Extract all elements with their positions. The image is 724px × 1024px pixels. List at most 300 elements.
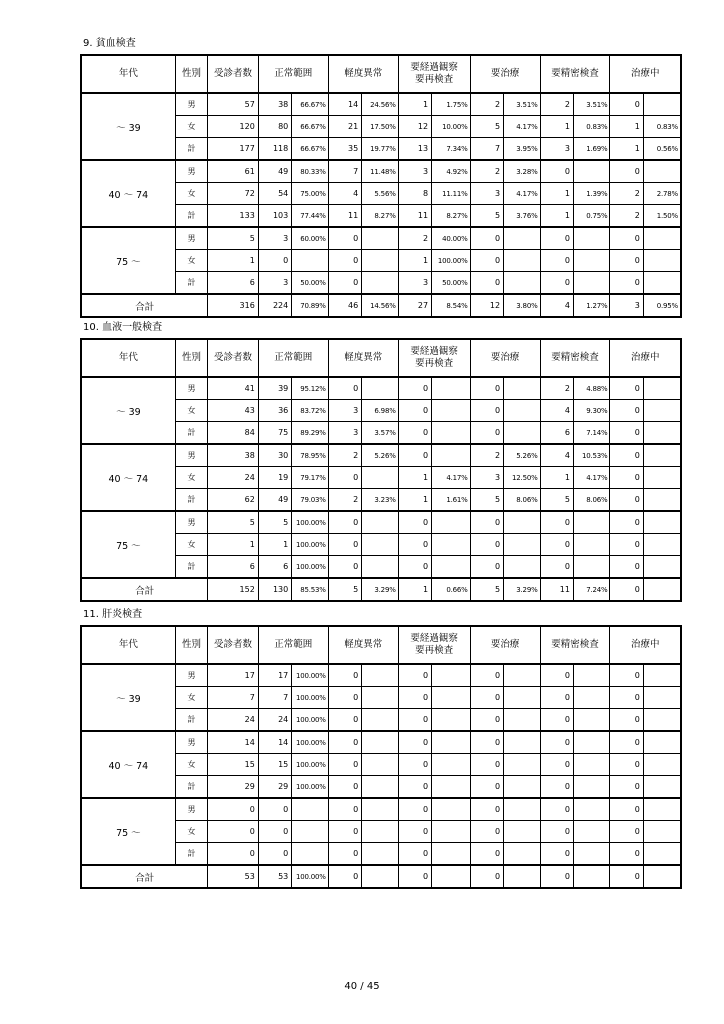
percent-cell (504, 511, 540, 534)
percent-cell: 11.11% (432, 183, 471, 205)
count-cell: 4 (328, 183, 361, 205)
count-cell: 5 (258, 511, 291, 534)
count-cell: 3 (470, 183, 503, 205)
examinees-cell: 14 (208, 731, 259, 754)
count-cell: 3 (328, 422, 361, 445)
percent-cell (504, 227, 540, 250)
percent-cell: 70.89% (292, 294, 328, 317)
percent-cell: 3.51% (573, 93, 609, 116)
percent-cell: 79.17% (292, 467, 328, 489)
percent-cell (573, 798, 609, 821)
examinees-cell: 0 (208, 821, 259, 843)
percent-cell: 10.53% (573, 444, 609, 467)
percent-cell (504, 400, 540, 422)
count-cell: 1 (258, 534, 291, 556)
count-cell: 0 (398, 731, 431, 754)
percent-cell: 4.17% (573, 467, 609, 489)
percent-cell: 100.00% (292, 776, 328, 799)
percent-cell: 5.26% (504, 444, 540, 467)
count-cell: 5 (540, 489, 573, 512)
header-age: 年代 (81, 55, 175, 93)
count-cell: 12 (470, 294, 503, 317)
percent-cell: 2.78% (643, 183, 681, 205)
count-cell: 4 (540, 400, 573, 422)
count-cell: 0 (328, 754, 361, 776)
count-cell: 1 (398, 578, 431, 601)
count-cell: 0 (610, 511, 643, 534)
percent-cell (432, 843, 471, 866)
header-normal: 正常範囲 (258, 55, 328, 93)
count-cell: 0 (328, 865, 361, 888)
percent-cell (432, 709, 471, 732)
count-cell: 0 (470, 821, 503, 843)
count-cell: 0 (470, 776, 503, 799)
count-cell: 12 (398, 116, 431, 138)
header-examinees: 受診者数 (208, 55, 259, 93)
percent-cell: 0.66% (432, 578, 471, 601)
count-cell: 0 (610, 556, 643, 579)
age-group-cell: ～ 39 (81, 377, 175, 444)
percent-cell (643, 664, 681, 687)
count-cell: 0 (610, 731, 643, 754)
sex-cell: 計 (175, 422, 207, 445)
percent-cell (643, 400, 681, 422)
percent-cell (504, 731, 540, 754)
count-cell: 0 (328, 377, 361, 400)
count-cell: 0 (398, 843, 431, 866)
percent-cell: 50.00% (432, 272, 471, 295)
percent-cell: 14.56% (362, 294, 398, 317)
percent-cell (504, 422, 540, 445)
sex-cell: 女 (175, 534, 207, 556)
percent-cell (292, 250, 328, 272)
percent-cell (643, 776, 681, 799)
count-cell: 1 (540, 183, 573, 205)
percent-cell: 75.00% (292, 183, 328, 205)
percent-cell (362, 377, 398, 400)
percent-cell (432, 821, 471, 843)
count-cell: 1 (610, 138, 643, 161)
header-examinees: 受診者数 (208, 339, 259, 377)
count-cell: 1 (540, 467, 573, 489)
count-cell: 3 (540, 138, 573, 161)
examinees-cell: 43 (208, 400, 259, 422)
examinees-cell: 0 (208, 798, 259, 821)
count-cell: 80 (258, 116, 291, 138)
percent-cell: 3.95% (504, 138, 540, 161)
count-cell: 24 (258, 709, 291, 732)
sex-cell: 女 (175, 250, 207, 272)
count-cell: 0 (610, 250, 643, 272)
examinees-cell: 1 (208, 534, 259, 556)
header-reexam: 要経過観察 要再検査 (398, 339, 470, 377)
header-detailed: 要精密検査 (540, 55, 610, 93)
count-cell: 2 (328, 489, 361, 512)
percent-cell (504, 272, 540, 295)
count-cell: 3 (328, 400, 361, 422)
count-cell: 0 (470, 422, 503, 445)
count-cell: 15 (258, 754, 291, 776)
count-cell: 0 (328, 556, 361, 579)
sex-cell: 計 (175, 709, 207, 732)
percent-cell: 1.27% (573, 294, 609, 317)
header-examinees: 受診者数 (208, 626, 259, 664)
count-cell: 17 (258, 664, 291, 687)
count-cell: 3 (470, 467, 503, 489)
count-cell: 0 (610, 664, 643, 687)
examinees-cell: 6 (208, 556, 259, 579)
percent-cell (432, 687, 471, 709)
count-cell: 0 (470, 250, 503, 272)
header-treat: 要治療 (470, 339, 540, 377)
count-cell: 2 (610, 183, 643, 205)
count-cell: 0 (470, 534, 503, 556)
percent-cell (504, 534, 540, 556)
age-group-cell: ～ 39 (81, 664, 175, 731)
count-cell: 5 (470, 205, 503, 228)
percent-cell (504, 687, 540, 709)
count-cell: 2 (328, 444, 361, 467)
percent-cell: 77.44% (292, 205, 328, 228)
total-label: 合計 (81, 294, 208, 317)
sex-cell: 女 (175, 821, 207, 843)
percent-cell: 12.50% (504, 467, 540, 489)
percent-cell: 8.27% (432, 205, 471, 228)
header-sex: 性別 (175, 626, 207, 664)
percent-cell (504, 798, 540, 821)
count-cell: 0 (328, 534, 361, 556)
percent-cell: 0.56% (643, 138, 681, 161)
percent-cell (292, 821, 328, 843)
count-cell: 27 (398, 294, 431, 317)
count-cell: 2 (540, 93, 573, 116)
count-cell: 224 (258, 294, 291, 317)
count-cell: 0 (398, 687, 431, 709)
percent-cell: 85.53% (292, 578, 328, 601)
count-cell: 11 (398, 205, 431, 228)
sex-cell: 女 (175, 400, 207, 422)
percent-cell: 3.80% (504, 294, 540, 317)
percent-cell: 7.34% (432, 138, 471, 161)
count-cell: 30 (258, 444, 291, 467)
percent-cell (573, 821, 609, 843)
percent-cell: 6.98% (362, 400, 398, 422)
count-cell: 0 (470, 843, 503, 866)
examinees-cell: 316 (208, 294, 259, 317)
count-cell: 5 (470, 116, 503, 138)
header-mild: 軽度異常 (328, 339, 398, 377)
percent-cell: 0.75% (573, 205, 609, 228)
table-row (81, 377, 681, 400)
percent-cell (362, 798, 398, 821)
count-cell: 0 (398, 776, 431, 799)
section-title-anemia: 9. 貧血検査 (83, 38, 136, 49)
count-cell: 0 (328, 798, 361, 821)
percent-cell (362, 776, 398, 799)
count-cell: 11 (328, 205, 361, 228)
total-row (81, 865, 681, 888)
count-cell: 0 (610, 467, 643, 489)
header-sex: 性別 (175, 55, 207, 93)
percent-cell (573, 709, 609, 732)
header-reexam: 要経過観察 要再検査 (398, 626, 470, 664)
examinees-cell: 17 (208, 664, 259, 687)
count-cell: 7 (470, 138, 503, 161)
percent-cell: 100.00% (292, 687, 328, 709)
percent-cell: 89.29% (292, 422, 328, 445)
sex-cell: 女 (175, 116, 207, 138)
percent-cell (432, 422, 471, 445)
sex-cell: 男 (175, 664, 207, 687)
count-cell: 39 (258, 377, 291, 400)
percent-cell (362, 511, 398, 534)
sex-cell: 計 (175, 489, 207, 512)
total-row (81, 578, 681, 601)
count-cell: 0 (398, 821, 431, 843)
examinees-cell: 72 (208, 183, 259, 205)
percent-cell (432, 556, 471, 579)
count-cell: 0 (540, 556, 573, 579)
percent-cell: 83.72% (292, 400, 328, 422)
percent-cell (362, 467, 398, 489)
count-cell: 0 (540, 687, 573, 709)
count-cell: 0 (470, 865, 503, 888)
age-group-cell: 75 ～ (81, 798, 175, 865)
percent-cell (362, 664, 398, 687)
percent-cell (643, 865, 681, 888)
percent-cell: 24.56% (362, 93, 398, 116)
sex-cell: 女 (175, 687, 207, 709)
percent-cell: 0.83% (573, 116, 609, 138)
header-detailed: 要精密検査 (540, 339, 610, 377)
percent-cell (643, 821, 681, 843)
count-cell: 0 (610, 377, 643, 400)
examinees-cell: 53 (208, 865, 259, 888)
percent-cell (504, 821, 540, 843)
table-row (81, 160, 681, 183)
percent-cell: 17.50% (362, 116, 398, 138)
count-cell: 2 (610, 205, 643, 228)
percent-cell: 5.26% (362, 444, 398, 467)
percent-cell (643, 377, 681, 400)
percent-cell: 100.00% (292, 731, 328, 754)
count-cell: 0 (328, 511, 361, 534)
examinees-cell: 6 (208, 272, 259, 295)
percent-cell (362, 272, 398, 295)
examinees-cell: 152 (208, 578, 259, 601)
count-cell: 0 (328, 731, 361, 754)
percent-cell (573, 511, 609, 534)
sex-cell: 計 (175, 556, 207, 579)
percent-cell (432, 776, 471, 799)
count-cell: 36 (258, 400, 291, 422)
percent-cell (573, 776, 609, 799)
sex-cell: 男 (175, 798, 207, 821)
count-cell: 0 (328, 843, 361, 866)
count-cell: 2 (540, 377, 573, 400)
percent-cell (643, 798, 681, 821)
examinees-cell: 61 (208, 160, 259, 183)
count-cell: 0 (540, 709, 573, 732)
percent-cell: 3.29% (504, 578, 540, 601)
percent-cell: 80.33% (292, 160, 328, 183)
count-cell: 0 (610, 687, 643, 709)
percent-cell (362, 556, 398, 579)
percent-cell: 1.61% (432, 489, 471, 512)
count-cell: 0 (328, 776, 361, 799)
count-cell: 3 (398, 272, 431, 295)
percent-cell (362, 534, 398, 556)
percent-cell (362, 709, 398, 732)
header-normal: 正常範囲 (258, 339, 328, 377)
sex-cell: 計 (175, 776, 207, 799)
percent-cell: 66.67% (292, 138, 328, 161)
percent-cell (432, 865, 471, 888)
count-cell: 0 (470, 400, 503, 422)
percent-cell (432, 511, 471, 534)
sex-cell: 男 (175, 377, 207, 400)
percent-cell (504, 865, 540, 888)
percent-cell: 3.51% (504, 93, 540, 116)
count-cell: 3 (258, 227, 291, 250)
percent-cell: 100.00% (292, 709, 328, 732)
examinees-cell: 0 (208, 843, 259, 866)
age-group-cell: 75 ～ (81, 511, 175, 578)
total-label: 合計 (81, 865, 208, 888)
percent-cell (504, 250, 540, 272)
examinees-cell: 177 (208, 138, 259, 161)
percent-cell (432, 664, 471, 687)
count-cell: 53 (258, 865, 291, 888)
percent-cell (432, 444, 471, 467)
percent-cell (573, 754, 609, 776)
sex-cell: 男 (175, 511, 207, 534)
count-cell: 0 (470, 731, 503, 754)
percent-cell: 1.50% (643, 205, 681, 228)
count-cell: 0 (610, 865, 643, 888)
percent-cell (643, 444, 681, 467)
count-cell: 0 (258, 798, 291, 821)
percent-cell: 100.00% (292, 511, 328, 534)
percent-cell (643, 687, 681, 709)
header-row (81, 339, 681, 377)
percent-cell (643, 578, 681, 601)
count-cell: 0 (470, 687, 503, 709)
percent-cell (643, 467, 681, 489)
count-cell: 35 (328, 138, 361, 161)
count-cell: 0 (328, 272, 361, 295)
table-blood (80, 338, 682, 602)
count-cell: 1 (398, 489, 431, 512)
count-cell: 0 (398, 534, 431, 556)
percent-cell (432, 534, 471, 556)
sex-cell: 計 (175, 205, 207, 228)
percent-cell: 4.17% (504, 116, 540, 138)
examinees-cell: 29 (208, 776, 259, 799)
percent-cell (643, 843, 681, 866)
percent-cell: 8.27% (362, 205, 398, 228)
percent-cell: 9.30% (573, 400, 609, 422)
percent-cell (643, 422, 681, 445)
percent-cell: 0.83% (643, 116, 681, 138)
count-cell: 0 (610, 709, 643, 732)
age-group-cell: 75 ～ (81, 227, 175, 294)
count-cell: 0 (398, 444, 431, 467)
count-cell: 0 (470, 664, 503, 687)
percent-cell: 3.57% (362, 422, 398, 445)
examinees-cell: 7 (208, 687, 259, 709)
count-cell: 0 (328, 821, 361, 843)
count-cell: 3 (258, 272, 291, 295)
count-cell: 46 (328, 294, 361, 317)
table-row (81, 731, 681, 754)
percent-cell (643, 556, 681, 579)
count-cell: 0 (258, 821, 291, 843)
header-undertreat: 治療中 (610, 339, 681, 377)
percent-cell (432, 400, 471, 422)
percent-cell (362, 754, 398, 776)
percent-cell: 3.28% (504, 160, 540, 183)
count-cell: 3 (610, 294, 643, 317)
sex-cell: 男 (175, 731, 207, 754)
percent-cell: 3.76% (504, 205, 540, 228)
count-cell: 0 (540, 227, 573, 250)
header-row (81, 626, 681, 664)
count-cell: 0 (470, 754, 503, 776)
count-cell: 2 (398, 227, 431, 250)
percent-cell (432, 754, 471, 776)
percent-cell: 1.75% (432, 93, 471, 116)
count-cell: 0 (470, 377, 503, 400)
percent-cell (504, 377, 540, 400)
percent-cell (504, 664, 540, 687)
count-cell: 0 (540, 865, 573, 888)
count-cell: 14 (258, 731, 291, 754)
percent-cell: 66.67% (292, 93, 328, 116)
percent-cell: 19.77% (362, 138, 398, 161)
percent-cell (643, 754, 681, 776)
sex-cell: 男 (175, 227, 207, 250)
count-cell: 0 (398, 865, 431, 888)
examinees-cell: 133 (208, 205, 259, 228)
count-cell: 0 (610, 754, 643, 776)
table-row (81, 227, 681, 250)
section-title-blood: 10. 血液一般検査 (83, 322, 163, 333)
header-age: 年代 (81, 626, 175, 664)
table-row (81, 93, 681, 116)
percent-cell: 95.12% (292, 377, 328, 400)
count-cell: 49 (258, 489, 291, 512)
count-cell: 0 (398, 511, 431, 534)
count-cell: 0 (470, 556, 503, 579)
count-cell: 38 (258, 93, 291, 116)
percent-cell (643, 160, 681, 183)
count-cell: 2 (470, 160, 503, 183)
age-group-cell: 40 ～ 74 (81, 444, 175, 511)
header-row (81, 55, 681, 93)
percent-cell: 8.06% (573, 489, 609, 512)
percent-cell (504, 843, 540, 866)
percent-cell: 8.06% (504, 489, 540, 512)
percent-cell: 100.00% (292, 556, 328, 579)
count-cell: 6 (540, 422, 573, 445)
count-cell: 2 (470, 444, 503, 467)
age-group-cell: ～ 39 (81, 93, 175, 160)
count-cell: 0 (540, 250, 573, 272)
percent-cell: 66.67% (292, 116, 328, 138)
count-cell: 0 (398, 377, 431, 400)
count-cell: 0 (610, 444, 643, 467)
